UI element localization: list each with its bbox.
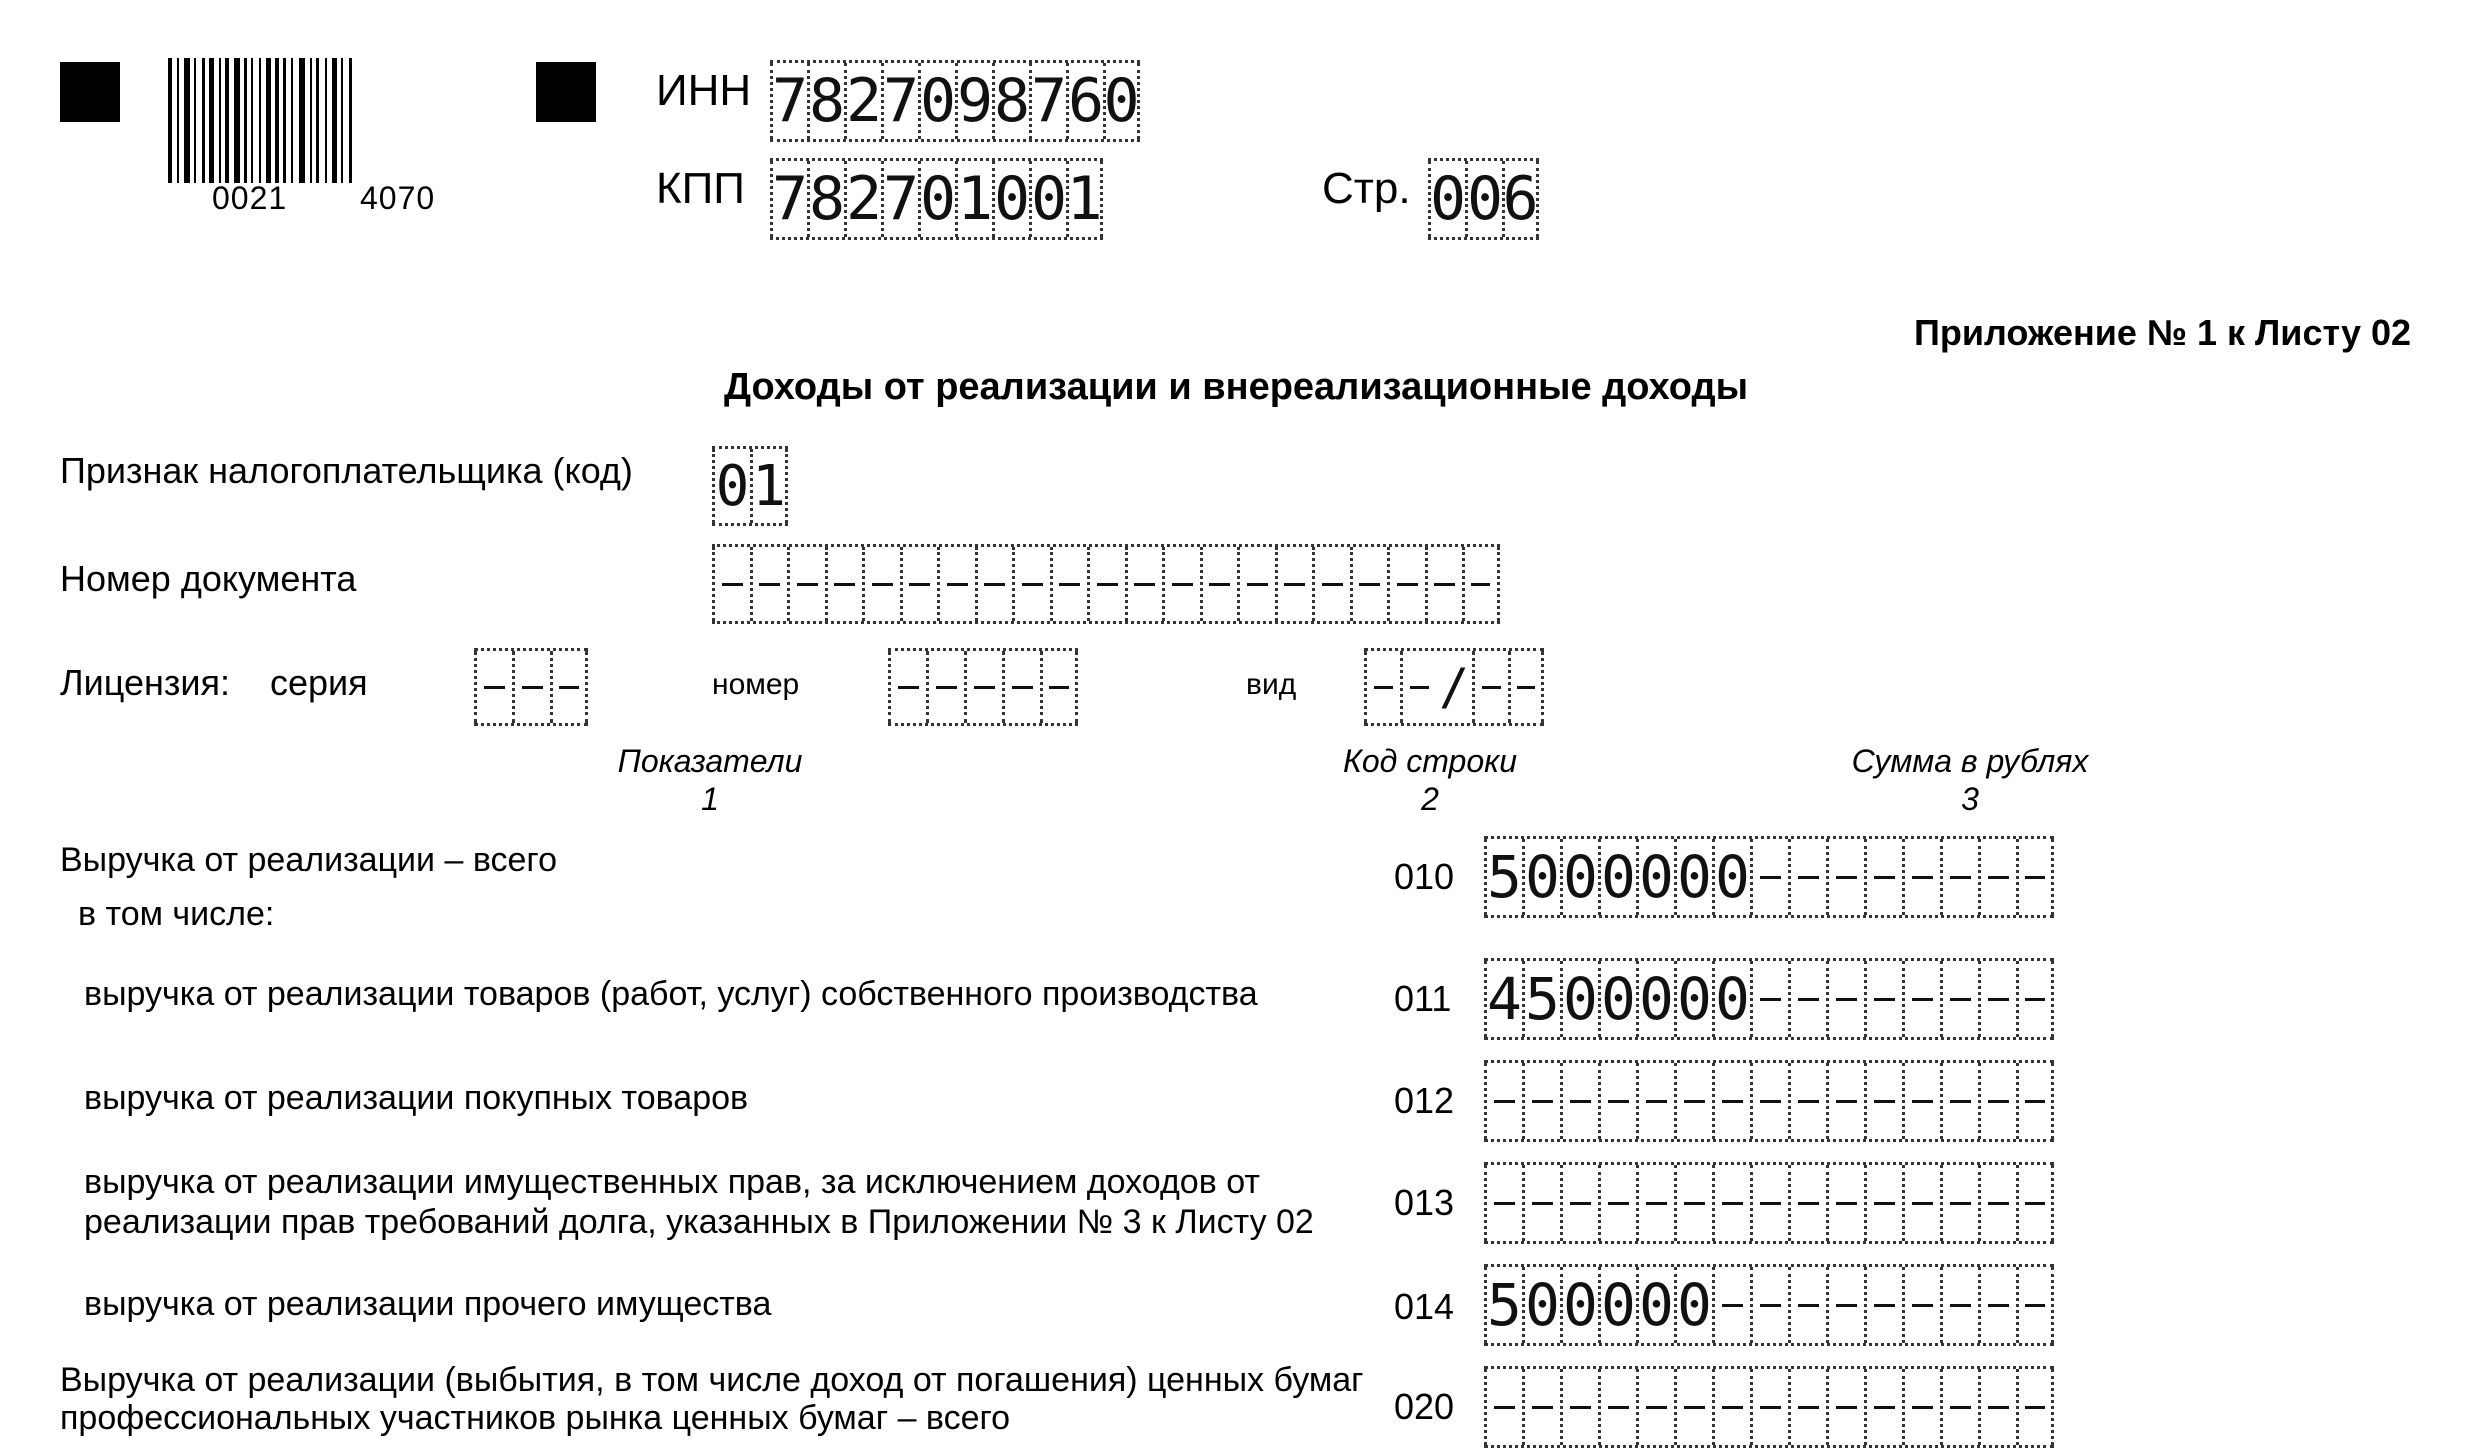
amount-field-020[interactable] [1484, 1366, 2054, 1448]
empty-cell [1826, 839, 1864, 915]
barcode-bar [341, 58, 343, 183]
empty-cell [1978, 1165, 2016, 1241]
empty-cell [1826, 1165, 1864, 1241]
document-number-label: Номер документа [60, 558, 357, 599]
form-title: Доходы от реализации и внереализационные доходы [723, 366, 1749, 408]
empty-cell [1237, 547, 1275, 621]
empty-cell [1978, 961, 2016, 1037]
empty-cell [1750, 961, 1788, 1037]
barcode-bar [251, 58, 253, 183]
row-label-including: в том числе: [78, 895, 275, 933]
barcode-bar [310, 58, 312, 183]
empty-cell [1560, 1165, 1598, 1241]
row-code-010: 010 [1394, 856, 1455, 897]
amount-field-012[interactable] [1484, 1060, 2054, 1142]
empty-cell [1712, 1063, 1750, 1139]
empty-cell [1400, 651, 1436, 723]
empty-cell [474, 651, 512, 723]
digit-cell: 0 [1674, 1267, 1712, 1343]
empty-cell [1712, 1369, 1750, 1445]
barcode-bar [316, 58, 319, 183]
empty-cell [1712, 1267, 1750, 1343]
empty-cell [1864, 961, 1902, 1037]
digit-cell: 7 [770, 161, 807, 237]
empty-cell [825, 547, 863, 621]
empty-cell [1978, 1063, 2016, 1139]
empty-cell [1560, 1063, 1598, 1139]
digit-cell: 6 [1066, 63, 1103, 139]
document-number-field[interactable] [712, 544, 1500, 624]
empty-cell [1826, 1369, 1864, 1445]
empty-cell [1788, 1267, 1826, 1343]
empty-cell [1200, 547, 1238, 621]
empty-cell [712, 547, 750, 621]
corner-marker-left [60, 62, 120, 122]
column-header-indicators-text: Показатели [617, 743, 803, 779]
empty-cell [1522, 1063, 1560, 1139]
digit-cell: 0 [1598, 1267, 1636, 1343]
digit-cell: 5 [1522, 961, 1560, 1037]
digit-cell: 2 [844, 161, 881, 237]
barcode-bar [219, 58, 221, 183]
digit-cell: 9 [955, 63, 992, 139]
empty-cell [1012, 547, 1050, 621]
digit-cell: 8 [807, 161, 844, 237]
digit-cell: 0 [1465, 161, 1502, 237]
empty-cell [1978, 839, 2016, 915]
amount-field-014[interactable] [1484, 1264, 2054, 1346]
empty-cell [1864, 839, 1902, 915]
empty-cell [1674, 1063, 1712, 1139]
empty-cell [1508, 651, 1544, 723]
digit-cell: 0 [992, 161, 1029, 237]
digit-cell: 0 [1560, 961, 1598, 1037]
empty-cell [1522, 1369, 1560, 1445]
empty-cell [2016, 1063, 2054, 1139]
barcode-bar [168, 58, 172, 183]
barcode-bar [194, 58, 196, 183]
empty-cell [1087, 547, 1125, 621]
empty-cell [1560, 1369, 1598, 1445]
empty-cell [1387, 547, 1425, 621]
empty-cell [2016, 1165, 2054, 1241]
digit-cell: 0 [1560, 1267, 1598, 1343]
empty-cell [1940, 1267, 1978, 1343]
empty-cell [1826, 1063, 1864, 1139]
kpp-label: КПП [656, 164, 745, 213]
empty-cell [1940, 961, 1978, 1037]
empty-cell [1978, 1369, 2016, 1445]
barcode-bar [184, 58, 190, 183]
digit-cell: 8 [992, 63, 1029, 139]
empty-cell [1864, 1369, 1902, 1445]
empty-cell [937, 547, 975, 621]
empty-cell [1788, 961, 1826, 1037]
empty-cell [1978, 1267, 2016, 1343]
empty-cell [750, 547, 788, 621]
amount-field-011[interactable] [1484, 958, 2054, 1040]
digit-cell: 0 [1674, 961, 1712, 1037]
barcode-bar [332, 58, 337, 183]
empty-cell [1902, 1063, 1940, 1139]
empty-cell [964, 651, 1002, 723]
empty-cell [1674, 1369, 1712, 1445]
barcode-bar [325, 58, 327, 183]
digit-cell: 0 [1674, 839, 1712, 915]
empty-cell [1902, 1369, 1940, 1445]
empty-cell [1788, 1165, 1826, 1241]
digit-cell: 0 [918, 161, 955, 237]
empty-cell [1788, 839, 1826, 915]
empty-cell [1864, 1165, 1902, 1241]
empty-cell [1788, 1063, 1826, 1139]
digit-cell: 1 [955, 161, 992, 237]
empty-cell [862, 547, 900, 621]
barcode-bar [275, 58, 279, 183]
digit-cell: 0 [1712, 961, 1750, 1037]
empty-cell [1002, 651, 1040, 723]
digit-cell: 0 [712, 449, 750, 523]
empty-cell [1750, 1369, 1788, 1445]
empty-cell [1484, 1165, 1522, 1241]
barcode-bar [266, 58, 271, 183]
page-label: Стр. [1322, 164, 1411, 213]
empty-cell [1040, 651, 1078, 723]
empty-cell [2016, 1267, 2054, 1343]
row-code-012: 012 [1394, 1080, 1455, 1121]
kpp-field[interactable] [770, 158, 1103, 240]
empty-cell [1940, 1369, 1978, 1445]
column-header-amount-num: 3 [1961, 781, 1979, 817]
barcode-number-left: 0021 [212, 180, 288, 216]
empty-cell [1940, 1063, 1978, 1139]
empty-cell [1788, 1369, 1826, 1445]
empty-cell [1940, 1165, 1978, 1241]
amount-field-013[interactable] [1484, 1162, 2054, 1244]
corner-marker-right [536, 62, 596, 122]
barcode-bar [244, 58, 247, 183]
empty-cell [1598, 1369, 1636, 1445]
digit-cell: 0 [1560, 839, 1598, 915]
digit-cell: 7 [881, 63, 918, 139]
license-series-field[interactable] [474, 648, 588, 726]
taxpayer-sign-label: Признак налогоплательщика (код) [60, 450, 633, 491]
empty-cell [975, 547, 1013, 621]
digit-cell: 0 [1712, 839, 1750, 915]
empty-cell [1674, 1165, 1712, 1241]
digit-cell: 0 [1029, 161, 1066, 237]
digit-cell: 2 [844, 63, 881, 139]
digit-cell: 5 [1484, 839, 1522, 915]
empty-cell [787, 547, 825, 621]
empty-cell [1522, 1165, 1560, 1241]
empty-cell [1902, 1165, 1940, 1241]
empty-cell [2016, 1369, 2054, 1445]
column-header-line-code-text: Код строки [1342, 743, 1518, 779]
empty-cell [550, 651, 588, 723]
empty-cell [1364, 651, 1400, 723]
empty-cell [1636, 1369, 1674, 1445]
column-header-line-code [1290, 742, 1570, 818]
row-label-012: выручка от реализации покупных товаров [84, 1079, 749, 1117]
digit-cell: 0 [1103, 63, 1140, 139]
license-series-label: серия [270, 662, 368, 703]
digit-cell: 6 [1502, 161, 1539, 237]
barcode-bar [299, 58, 305, 183]
empty-cell [1864, 1267, 1902, 1343]
digit-cell: 7 [770, 63, 807, 139]
digit-cell: 1 [750, 449, 788, 523]
row-label-010: Выручка от реализации – всего [60, 841, 557, 879]
empty-cell [1750, 1063, 1788, 1139]
empty-cell [1050, 547, 1088, 621]
row-label-011: выручка от реализации товаров (работ, услуг) собственного производства [84, 975, 1258, 1013]
empty-cell [1598, 1165, 1636, 1241]
column-header-line-code-num: 2 [1421, 781, 1439, 817]
column-header-indicators [540, 742, 880, 818]
inn-label: ИНН [656, 66, 752, 115]
barcode-bar [291, 58, 293, 183]
digit-cell: 0 [1598, 961, 1636, 1037]
empty-cell [1902, 839, 1940, 915]
amount-field-010[interactable] [1484, 836, 2054, 918]
row-label-014: выручка от реализации прочего имущества [84, 1285, 772, 1323]
empty-cell [888, 651, 926, 723]
empty-cell [1636, 1063, 1674, 1139]
barcode-bar [349, 58, 352, 183]
empty-cell [1826, 1267, 1864, 1343]
empty-cell [1712, 1165, 1750, 1241]
digit-cell: 7 [881, 161, 918, 237]
column-header-amount [1760, 742, 2180, 818]
barcode-bar [234, 58, 240, 183]
empty-cell [1750, 839, 1788, 915]
license-number-field[interactable] [888, 648, 1078, 726]
digit-cell: 0 [1598, 839, 1636, 915]
digit-cell: 0 [1428, 161, 1465, 237]
empty-cell [1484, 1369, 1522, 1445]
digit-cell: 0 [1522, 839, 1560, 915]
row-label-020-line1: Выручка от реализации (выбытия, в том числе доход от погашения) ценных бумаг [60, 1361, 1364, 1399]
column-header-indicators-num: 1 [701, 781, 719, 817]
empty-cell [2016, 839, 2054, 915]
digit-cell: 0 [1636, 961, 1674, 1037]
row-label-013-line1: выручка от реализации имущественных прав, за исключением доходов от [84, 1163, 1260, 1201]
empty-cell [1864, 1063, 1902, 1139]
empty-cell [1275, 547, 1313, 621]
empty-cell [1902, 1267, 1940, 1343]
empty-cell [2016, 961, 2054, 1037]
digit-cell: 1 [1066, 161, 1103, 237]
empty-cell [1162, 547, 1200, 621]
empty-cell [1484, 1063, 1522, 1139]
barcode-bar [259, 58, 261, 183]
empty-cell [926, 651, 964, 723]
digit-cell: 0 [1522, 1267, 1560, 1343]
empty-cell [1125, 547, 1163, 621]
taxpayer-sign-field[interactable] [712, 446, 788, 526]
appendix-title: Приложение № 1 к Листу 02 [1914, 312, 2412, 353]
empty-cell [900, 547, 938, 621]
empty-cell [1598, 1063, 1636, 1139]
empty-cell [1462, 547, 1500, 621]
row-code-014: 014 [1394, 1286, 1455, 1327]
barcode-bar [177, 58, 179, 183]
row-code-011: 011 [1394, 978, 1452, 1019]
barcode [168, 58, 490, 183]
digit-cell: 0 [918, 63, 955, 139]
digit-cell: 4 [1484, 961, 1522, 1037]
digit-cell: 7 [1029, 63, 1066, 139]
empty-cell [1425, 547, 1463, 621]
row-label-013-line2: реализации прав требований долга, указанных в Приложении № 3 к Листу 02 [84, 1203, 1314, 1241]
row-code-013: 013 [1394, 1182, 1455, 1223]
column-header-amount-text: Сумма в рублях [1851, 743, 2089, 779]
empty-cell [1902, 961, 1940, 1037]
empty-cell [1312, 547, 1350, 621]
digit-cell: 0 [1636, 839, 1674, 915]
license-number-label: номер [712, 668, 800, 701]
barcode-number-right: 4070 [360, 180, 436, 216]
license-label: Лицензия: [60, 662, 230, 703]
barcode-bar [283, 58, 286, 183]
empty-cell [1750, 1165, 1788, 1241]
license-type-label: вид [1246, 668, 1297, 701]
empty-cell [1940, 839, 1978, 915]
digit-cell: 5 [1484, 1267, 1522, 1343]
barcode-bar [202, 58, 205, 183]
inn-field[interactable] [770, 60, 1140, 142]
empty-cell [1350, 547, 1388, 621]
digit-cell: 8 [807, 63, 844, 139]
empty-cell [512, 651, 550, 723]
empty-cell [1826, 961, 1864, 1037]
barcode-bar [225, 58, 229, 183]
license-type-field[interactable] [1364, 648, 1544, 726]
empty-cell [1750, 1267, 1788, 1343]
page-number-field[interactable] [1428, 158, 1539, 240]
row-label-020-line2: профессиональных участников рынка ценных бумаг – всего [60, 1399, 1011, 1437]
empty-cell [1636, 1165, 1674, 1241]
row-code-020: 020 [1394, 1386, 1455, 1427]
license-type-separator: / [1438, 658, 1470, 716]
empty-cell [1472, 651, 1508, 723]
barcode-bar [209, 58, 214, 183]
digit-cell: 0 [1636, 1267, 1674, 1343]
